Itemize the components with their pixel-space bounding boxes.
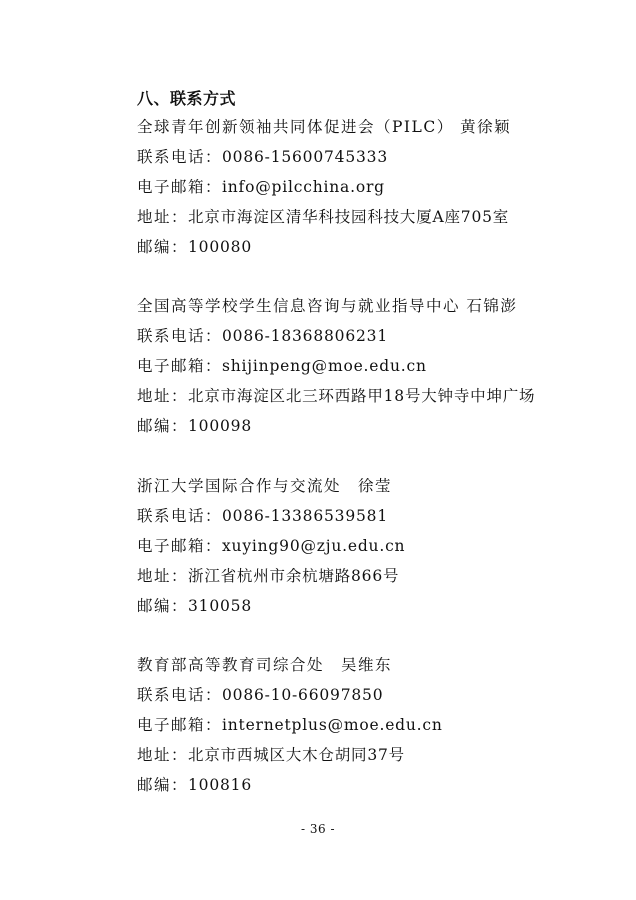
contact-2-email [137,356,427,376]
address-label: 地址： [137,567,189,585]
postcode-label: 邮编： [137,597,189,615]
contact-3-email [137,536,405,556]
email-value: shijinpeng@moe.edu.cn [222,357,427,375]
section-title: 八、联系方式 [137,89,237,108]
postcode-value: 100816 [188,776,252,794]
address-label: 地址： [137,208,189,226]
contact-1-phone [137,147,388,167]
phone-label: 联系电话： [137,148,223,166]
contact-2-org: 全国高等学校学生信息咨询与就业指导中心 石锦澎 [137,297,518,315]
postcode-label: 邮编： [137,238,189,256]
phone-value: 0086-18368806231 [222,327,388,345]
phone-label: 联系电话： [137,327,223,345]
page-number: - 36 - [300,822,335,836]
contact-4-address [137,745,405,765]
contact-4-email [137,715,443,735]
phone-value: 0086-13386539581 [222,507,388,525]
contact-1-email [137,177,385,197]
postcode-label: 邮编： [137,417,189,435]
contact-3-phone [137,506,388,526]
postcode-value: 100080 [188,238,252,256]
contact-2-postcode [137,416,252,436]
email-label: 电子邮箱： [137,537,223,555]
address-value: 北京市海淀区清华科技园科技大厦A座705室 [188,208,510,226]
phone-label: 联系电话： [137,507,223,525]
email-label: 电子邮箱： [137,178,223,196]
address-value: 浙江省杭州市余杭塘路866号 [188,567,400,585]
phone-value: 0086-10-66097850 [222,686,384,704]
address-value: 北京市海淀区北三环西路甲18号大钟寺中坤广场 [188,387,536,405]
phone-label: 联系电话： [137,686,223,704]
postcode-value: 100098 [188,417,252,435]
address-label: 地址： [137,746,189,764]
email-label: 电子邮箱： [137,357,223,375]
email-value: info@pilcchina.org [222,178,385,196]
address-value: 北京市西城区大木仓胡同37号 [188,746,405,764]
contact-1-postcode [137,237,252,257]
contact-2-phone [137,326,388,346]
email-value: internetplus@moe.edu.cn [222,716,443,734]
contact-4-phone [137,685,383,705]
address-label: 地址： [137,387,189,405]
contact-4-org: 教育部高等教育司综合处 吴维东 [137,656,393,674]
email-value: xuying90@zju.edu.cn [222,537,406,555]
contact-1-address [137,207,509,227]
postcode-value: 310058 [188,597,252,615]
phone-value: 0086-15600745333 [222,148,388,166]
contact-3-postcode [137,596,252,616]
postcode-label: 邮编： [137,776,189,794]
email-label: 电子邮箱： [137,716,223,734]
contact-3-org: 浙江大学国际合作与交流处 徐莹 [137,477,393,495]
contact-2-address [137,386,535,406]
contact-1-org: 全球青年创新领袖共同体促进会（PILC） 黄徐颖 [137,118,512,136]
contact-4-postcode [137,775,252,795]
contact-3-address [137,566,399,586]
